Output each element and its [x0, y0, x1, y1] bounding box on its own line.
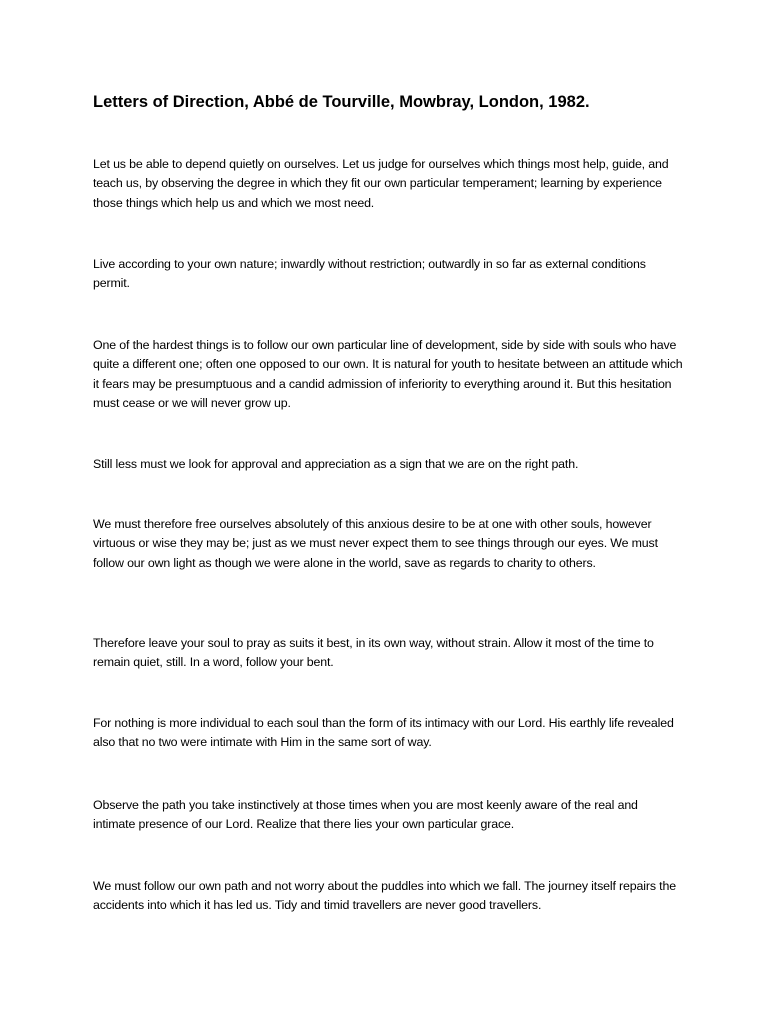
paragraph-7: For nothing is more individual to each soul than the form of its intimacy with our Lord. His earthly life revealed also that no two were intimate with Him in the same sort of way.	[93, 716, 674, 750]
paragraph-6: Therefore leave your soul to pray as suits it best, in its own way, without strain. Allow it most of the time to remain quiet, still. In a word, follow your bent.	[93, 636, 654, 670]
paragraph-8: Observe the path you take instinctively at those times when you are most keenly aware of the real and intimate presence of our Lord. Realize that there lies your own particular grace.	[93, 798, 638, 832]
paragraph-2: Live according to your own nature; inwardly without restriction; outwardly in so far as external conditions permit.	[93, 257, 646, 291]
paragraph-9: We must follow our own path and not worry about the puddles into which we fall. The journey itself repairs the accidents into which it has led us. Tidy and timid travellers are never good travellers.	[93, 879, 676, 913]
paragraph-4: Still less must we look for approval and appreciation as a sign that we are on the right path.	[93, 457, 579, 471]
paragraph-1: Let us be able to depend quietly on ourselves. Let us judge for ourselves which things most help, guide, and teach us, by observing the degree in which they fit our own particular temperament; learning by experience those things which help us and which we most need.	[93, 157, 669, 210]
paragraph-3: One of the hardest things is to follow our own particular line of development, side by side with souls who have quite a different one; often one opposed to our own. It is natural for youth to hesitate between an attitude which it fears may be presumptuous and a candid admission of inferiority to everything around it. But this hesitation must cease or we will never grow up.	[93, 338, 683, 410]
document-title: Letters of Direction, Abbé de Tourville, Mowbray, London, 1982.	[93, 93, 590, 111]
paragraph-5: We must therefore free ourselves absolutely of this anxious desire to be at one with other souls, however virtuous or wise they may be; just as we must never expect them to see things through our eyes. We must follow our own light as though we were alone in the world, save as regards to charity to others.	[93, 517, 658, 570]
